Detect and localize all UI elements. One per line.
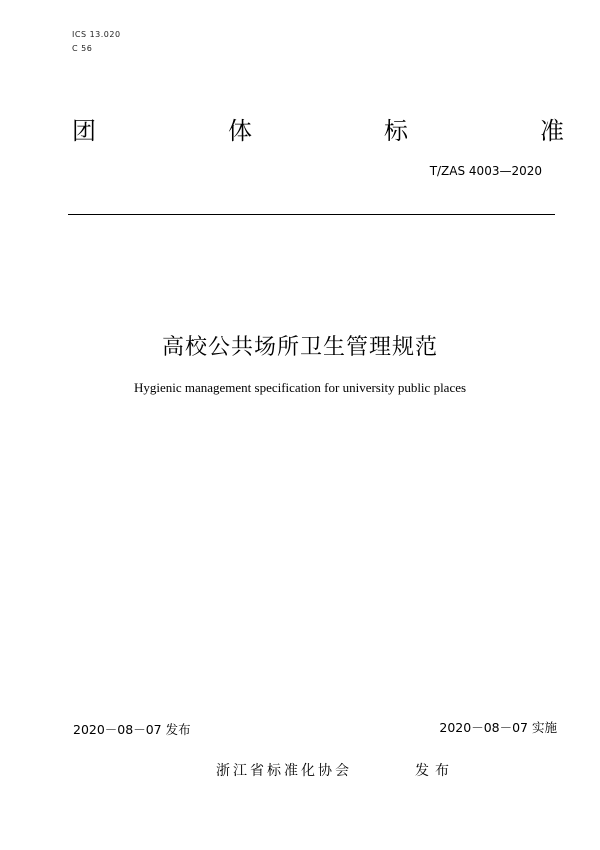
standard-number: T/ZAS 4003—2020: [429, 164, 542, 178]
standard-type-char: 团: [72, 117, 96, 145]
issuer-name: 浙江省标准化协会: [216, 763, 352, 779]
standard-type-heading: [72, 116, 564, 146]
standard-type-char: 体: [228, 117, 252, 145]
title-english: Hygienic management specification for university public places: [133, 380, 467, 395]
title-chinese: 高校公共场所卫生管理规范: [161, 335, 438, 360]
implementation-date: 2020－08－07 实施: [439, 720, 557, 735]
ics-code: ICS 13.020: [72, 30, 121, 39]
header-divider: [68, 214, 555, 215]
standard-type-char: 标: [384, 117, 408, 145]
ccs-code: C 56: [72, 44, 93, 53]
publish-date: 2020－08－07 发布: [73, 722, 191, 737]
standard-type-char: 准: [540, 117, 564, 145]
issuer-action: 发布: [415, 763, 455, 779]
